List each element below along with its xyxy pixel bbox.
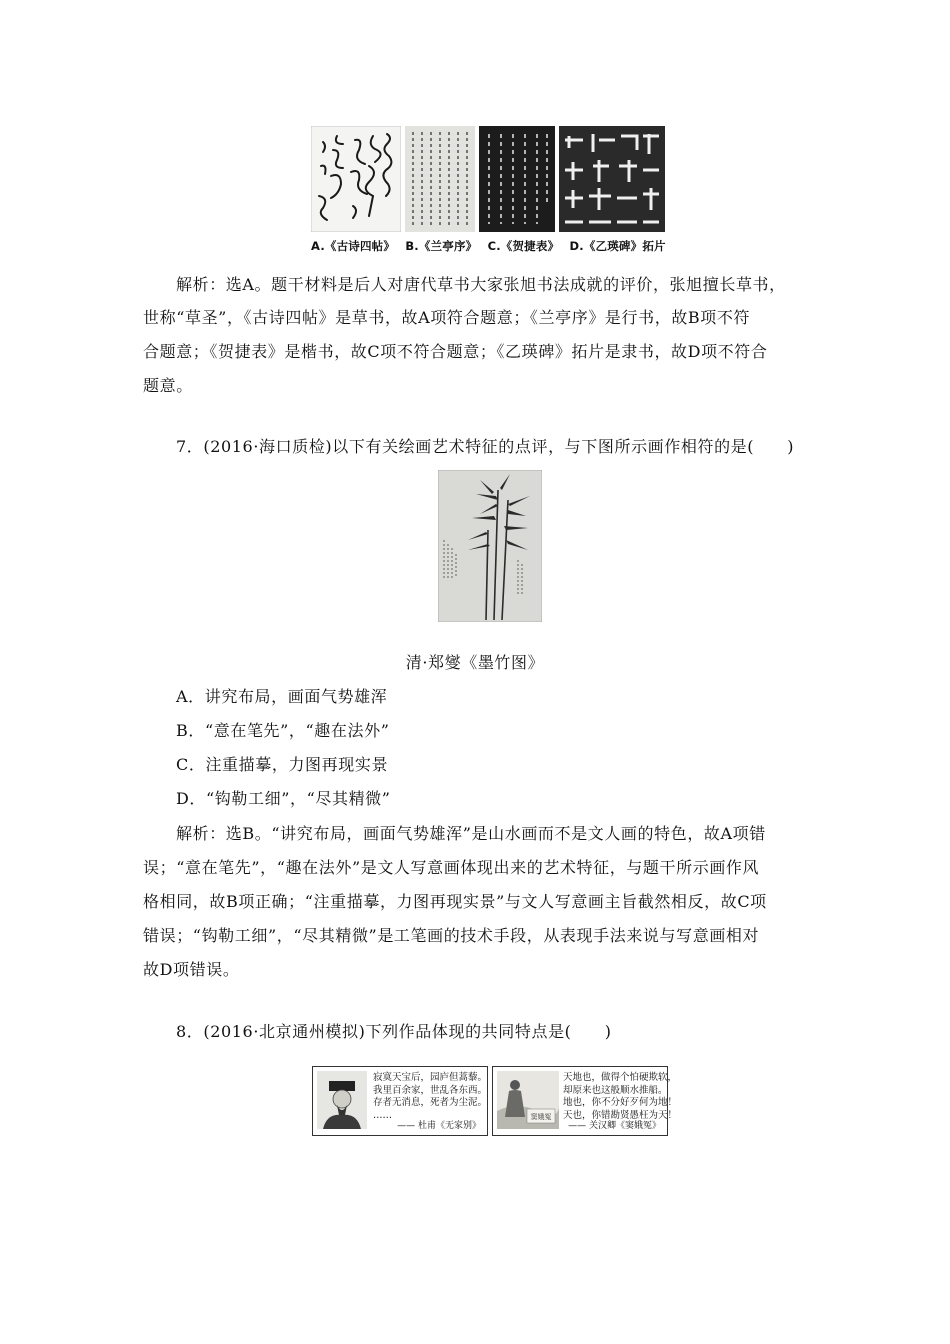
dou-e-illustration-image [497, 1071, 552, 1129]
dou-e-poem [563, 1072, 677, 1122]
q7-option-d: D．“钩勒工细”，“尽其精微” [176, 789, 391, 808]
q7-explanation-line-2: 误；“意在笔先”，“趣在法外”是文人写意画体现出来的艺术特征，与题干所示画作风 [143, 858, 760, 877]
calligraphy-image-a [311, 126, 401, 232]
painting-caption: 清·郑燮《墨竹图》 [405, 653, 545, 672]
q8-stem: 8．(2016·北京通州模拟)下列作品体现的共同特点是( ) [176, 1022, 612, 1041]
q6-explanation-line-1: 解析：选A。题干材料是后人对唐代草书大家张旭书法成就的评价，张旭擅长草书， [176, 275, 786, 294]
q7-option-b: B．“意在笔先”，“趣在法外” [176, 721, 390, 740]
dou-e-image-label: 窦娥冤 [530, 1113, 552, 1121]
dou-e-poem-line-3: 地也，你不分好歹何为地！ [563, 1097, 678, 1108]
du-fu-poem-line-4: …… [373, 1109, 392, 1121]
q7-explanation-line-4: 错误；“钩勒工细”，“尽其精微”是工笔画的技术手段，从表现手法来说与写意画相对 [143, 926, 760, 945]
du-fu-poem-line-3: 存者无消息，死者为尘泥。 [373, 1097, 488, 1108]
q6-explanation-line-4: 题意。 [143, 376, 193, 395]
q7-explanation-line-3: 格相同，故B项正确；“注重描摹，力图再现实景”与文人写意画主旨截然相反，故C项 [143, 892, 767, 911]
caption-c: C.《贺捷表》 [487, 239, 560, 253]
calligraphy-caption [311, 238, 669, 254]
calligraphy-image-c [479, 126, 555, 232]
dou-e-poem-line-4: 天也，你错勘贤愚枉为天！ [563, 1109, 678, 1121]
dou-e-poem-line-2: 却原来也这般顺水推船。 [563, 1084, 668, 1096]
q8-right-box [492, 1066, 678, 1136]
q6-explanation-line-2: 世称“草圣”，《古诗四帖》是草书，故A项符合题意；《兰亭序》是行书，故B项不符 [143, 308, 751, 327]
caption-b: B.《兰亭序》 [405, 239, 478, 253]
q7-option-a: A．讲究布局，画面气势雄浑 [176, 687, 388, 706]
calligraphy-image-b [405, 126, 475, 232]
dou-e-source: —— 关汉卿《窦娥冤》 [568, 1121, 661, 1131]
q7-explanation-line-1: 解析：选B。“讲究布局，画面气势雄浑”是山水画而不是文人画的特色，故A项错 [176, 824, 766, 843]
caption-a: A.《古诗四帖》 [311, 239, 396, 253]
du-fu-source: —— 杜甫《无家别》 [397, 1121, 481, 1131]
q7-stem: 7．(2016·海口质检)以下有关绘画艺术特征的点评，与下图所示画作相符的是( ) [176, 437, 795, 456]
q8-left-box [312, 1066, 488, 1136]
dou-e-poem-line-1: 天地也，做得个怕硬欺软， [563, 1072, 678, 1083]
du-fu-poem [373, 1072, 487, 1122]
du-fu-poem-line-2: 我里百余家，世乱各东西。 [373, 1084, 488, 1096]
bamboo-painting-image [438, 470, 542, 622]
calligraphy-image-d [559, 126, 665, 232]
caption-d: D.《乙瑛碑》拓片 [569, 239, 666, 253]
du-fu-portrait-image [317, 1071, 367, 1129]
q7-explanation-line-5: 故D项错误。 [143, 960, 240, 979]
du-fu-poem-line-1: 寂寞天宝后，园庐但蒿藜。 [373, 1072, 488, 1083]
q7-option-c: C．注重描摹，力图再现实景 [176, 755, 389, 774]
calligraphy-image-strip [311, 126, 669, 232]
q6-explanation-line-3: 合题意；《贺捷表》是楷书，故C项不符合题意；《乙瑛碑》拓片是隶书，故D项不符合 [143, 342, 768, 361]
